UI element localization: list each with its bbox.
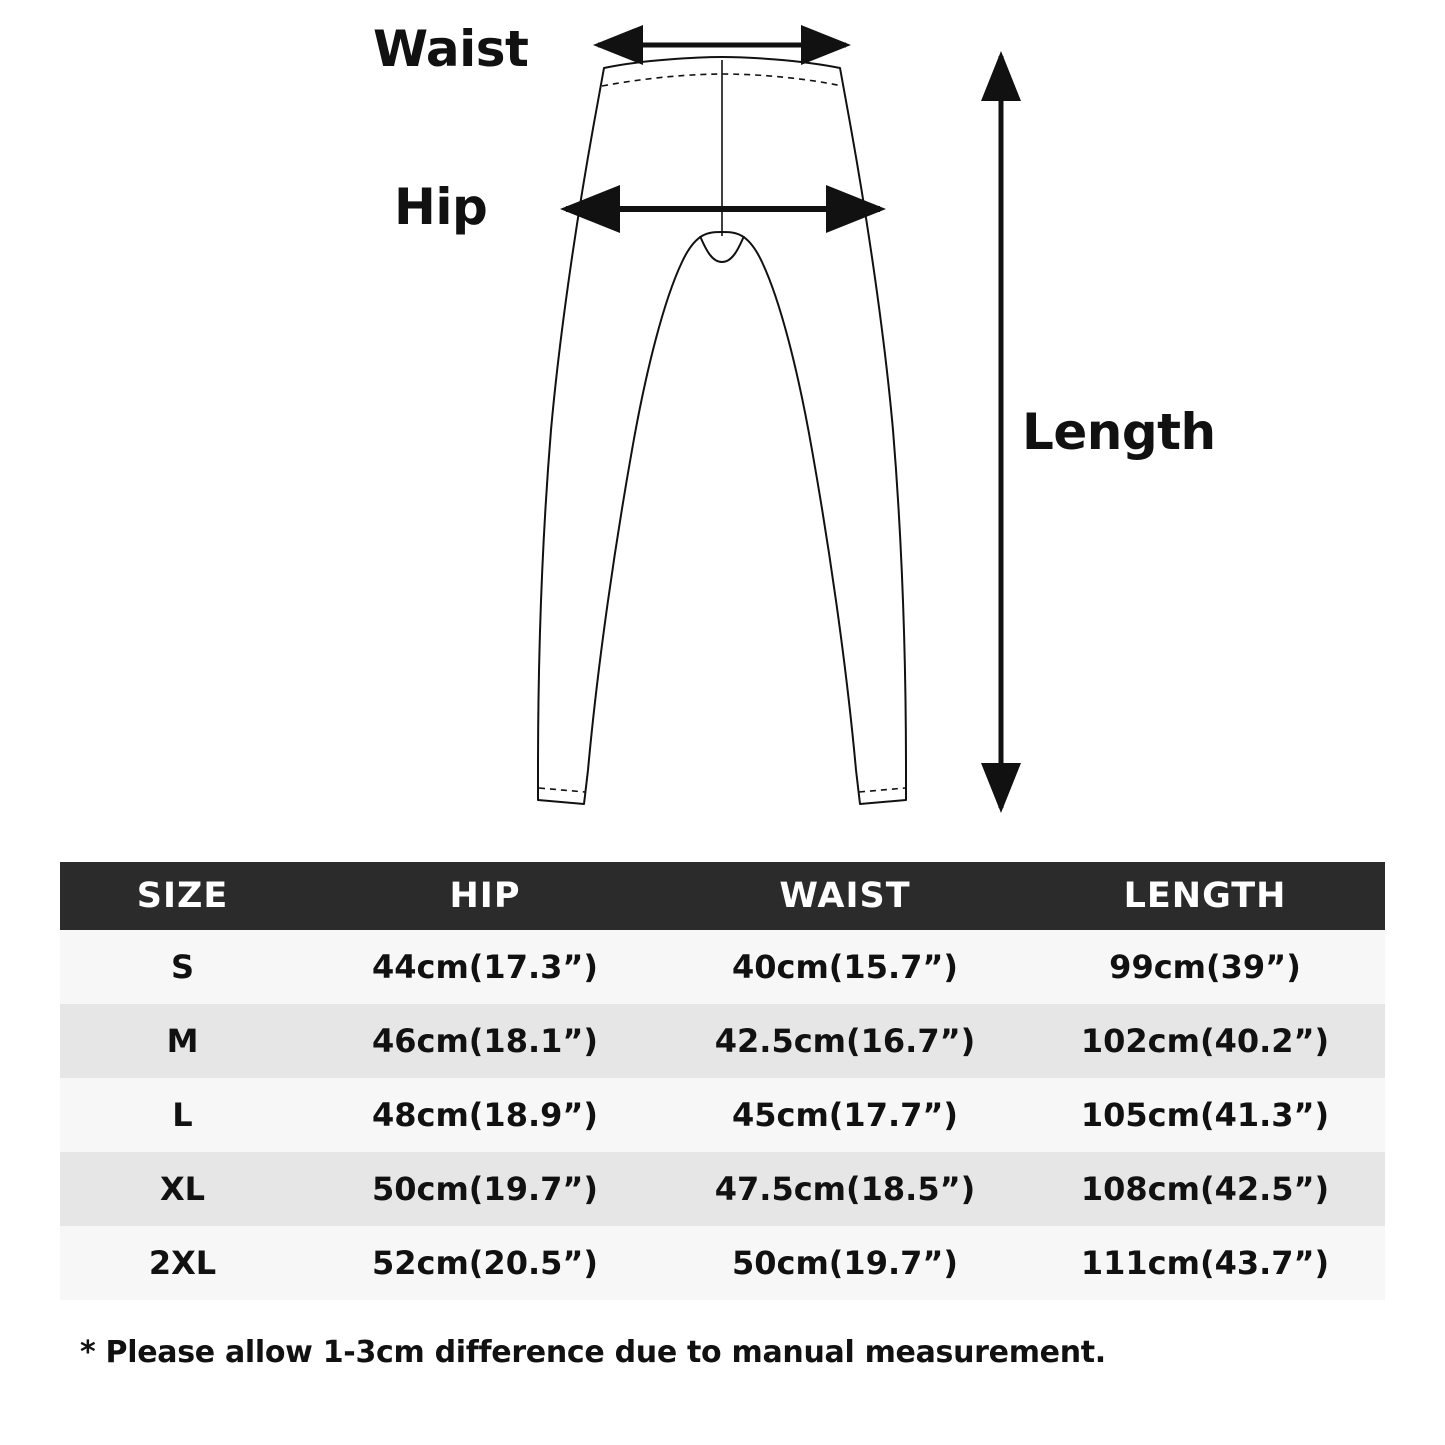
- column-header-waist: WAIST: [665, 862, 1025, 930]
- cell-length: 105cm(41.3”): [1025, 1078, 1385, 1152]
- leggings-outline: [538, 57, 906, 804]
- cell-hip: 50cm(19.7”): [305, 1152, 665, 1226]
- hip-label: Hip: [394, 178, 488, 236]
- cell-hip: 44cm(17.3”): [305, 930, 665, 1004]
- cell-waist: 42.5cm(16.7”): [665, 1004, 1025, 1078]
- size-chart-table: [60, 862, 1385, 1300]
- table-row: [60, 930, 1385, 1004]
- cell-hip: 48cm(18.9”): [305, 1078, 665, 1152]
- column-header-length: LENGTH: [1025, 862, 1385, 930]
- cell-size: XL: [60, 1152, 305, 1226]
- cell-waist: 47.5cm(18.5”): [665, 1152, 1025, 1226]
- length-label: Length: [1022, 403, 1216, 461]
- table-row: [60, 1004, 1385, 1078]
- column-header-size: SIZE: [60, 862, 305, 930]
- measurement-footnote: * Please allow 1-3cm difference due to manual measurement.: [80, 1335, 1106, 1370]
- cell-length: 111cm(43.7”): [1025, 1226, 1385, 1300]
- cell-hip: 52cm(20.5”): [305, 1226, 665, 1300]
- cell-hip: 46cm(18.1”): [305, 1004, 665, 1078]
- cell-length: 99cm(39”): [1025, 930, 1385, 1004]
- cell-size: L: [60, 1078, 305, 1152]
- cuff-stitch-lines: [539, 788, 905, 792]
- cell-waist: 45cm(17.7”): [665, 1078, 1025, 1152]
- cell-size: 2XL: [60, 1226, 305, 1300]
- column-header-hip: HIP: [305, 862, 665, 930]
- cell-length: 102cm(40.2”): [1025, 1004, 1385, 1078]
- table-row: [60, 1226, 1385, 1300]
- cell-length: 108cm(42.5”): [1025, 1152, 1385, 1226]
- cell-waist: 50cm(19.7”): [665, 1226, 1025, 1300]
- table-row: [60, 1078, 1385, 1152]
- table-header-row: [60, 862, 1385, 930]
- cell-size: M: [60, 1004, 305, 1078]
- waist-label: Waist: [373, 20, 529, 78]
- cell-waist: 40cm(15.7”): [665, 930, 1025, 1004]
- cell-size: S: [60, 930, 305, 1004]
- table-row: [60, 1152, 1385, 1226]
